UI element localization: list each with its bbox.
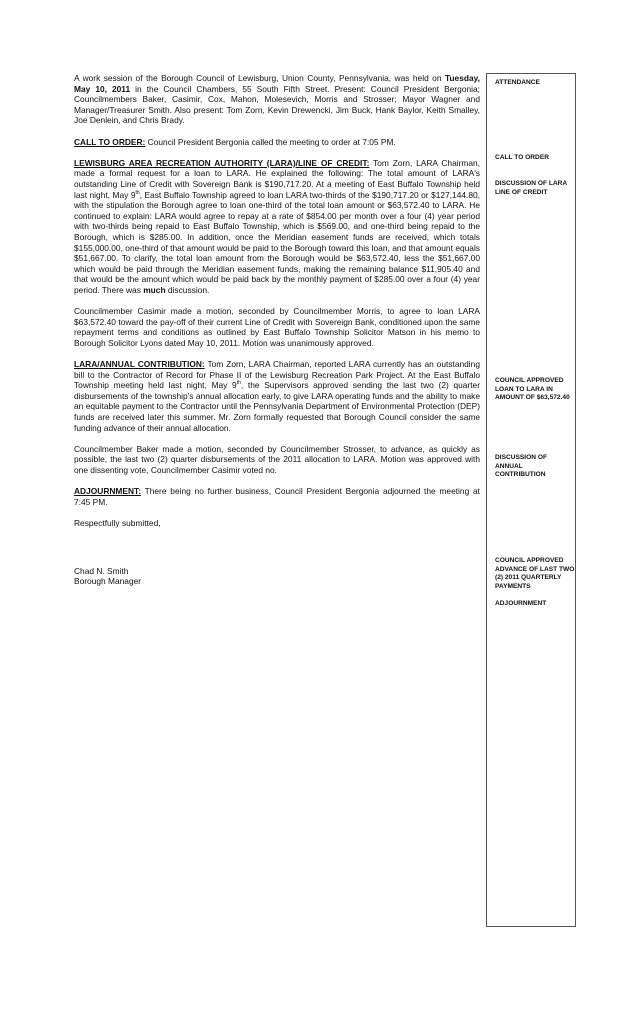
margin-label-annual-contribution: DISCUSSION OF ANNUAL CONTRIBUTION [495,454,548,479]
signature-block [74,566,480,587]
margin-notes-box [486,73,576,927]
lara-text: Tom Zorn, LARA Chairman, made a formal request for a loan to LARA. He explained the following: The total amount of LARA's outstanding Line of Credit with Sovereign Bank is $190,717.20. At a meeting of East Buffalo Township held last night, May 9 [74,157,480,200]
annual-contribution-text-cont: , the Supervisors approved sending the last two (2) quarter disbursements of the township's annual allocation early, to give LARA operating funds and the ability to make an equitable payment to the Contractor until the Pennsylvania Department of Environmental Protection (DEP) funds are received later this summer. Mr. Zorn formally requested that Borough Council consider the same funding advance of their annual allocation. [74,380,480,433]
annual-contribution-heading: LARA/ANNUAL CONTRIBUTION: [74,359,205,370]
signer-title: Borough Manager [74,576,142,587]
ordinal-suffix: th [236,380,241,387]
advance-motion-paragraph [74,444,480,476]
closing-line: Respectfully submitted, [74,517,161,528]
meeting-date: Tuesday, May 10, 2011 [74,73,480,94]
loan-motion-text: Councilmember Casimir made a motion, seconded by Councilmember Morris, to agree to loan LARA $63,572.40 toward the pay-off of their current Line of Credit with Sovereign Bank, conditioned upon the same repayment terms and conditions as outlined by East Buffalo Township Solicitor Matson in his memo to Borough Solicitor Lyons dated May 10, 2011. Motion was unanimously approved. [74,306,480,348]
annual-contribution-text: Tom Zorn, LARA Chairman, reported LARA currently has an outstanding bill to the Contractor of Record for Phase II of the Lewisburg Recreation Park Project. At the East Buffalo Township meeting held last night, May 9 [74,359,480,391]
ordinal-suffix: th [135,189,140,196]
minutes-body [74,73,480,587]
attendance-text-cont: in the Council Chambers, 55 South Fifth Street. Present: Council President Bergonia; Councilmembers Baker, Casimir, Cox, Mahon, Molesevich, Morris and Strosser; Mayor Wagner and Manager/Treasurer Smith. Also present: Tom Zorn, Kevin Drewencki, Jim Buck, Hank Baylor, Keith Smalley, Joe Denlein, and Chris Brady. [74,83,480,126]
margin-label-adjournment: ADJOURNMENT [495,600,547,607]
attendance-paragraph [74,73,480,126]
margin-label-advance-approved: COUNCIL APPROVED ADVANCE OF LAST TWO (2) 2011 QUARTERLY PAYMENTS [495,557,575,590]
lara-line-of-credit-paragraph [74,158,480,296]
margin-label-attendance: ATTENDANCE [495,79,540,86]
call-to-order-paragraph [74,137,480,148]
margin-label-loan-approved: COUNCIL APPROVED LOAN TO LARA IN AMOUNT OF $63,572.40 [495,377,570,402]
adjournment-paragraph [74,486,480,507]
advance-motion-text: Councilmember Baker made a motion, seconded by Councilmember Strosser, to advance, as quickly as possible, the last two (2) quarter disbursements of the 2011 allocation to LARA. Motion was approved with one dissenting vote, Councilmember Casimir voted no. [74,443,480,475]
margin-label-lara-line-of-credit: DISCUSSION OF LARA LINE OF CREDIT [495,180,567,196]
attendance-text: A work session of the Borough Council of Lewisburg, Union County, Pennsylvania, was held on [74,73,445,83]
adjournment-heading: ADJOURNMENT: [74,486,141,497]
call-to-order-text: Council President Bergonia called the meeting to order at 7:05 PM. [145,136,396,147]
signer-name: Chad N. Smith [74,565,129,576]
annual-contribution-paragraph [74,359,480,433]
call-to-order-heading: CALL TO ORDER: [74,136,146,147]
margin-label-call-to-order: CALL TO ORDER [495,154,549,161]
lara-text-end: discussion. [165,284,210,295]
adjournment-text: There being no further business, Council President Bergonia adjourned the meeting at 7:45 PM. [74,486,480,507]
emphasis-word: much [143,284,166,295]
lara-text-cont: , East Buffalo Township agreed to loan LARA two-thirds of the $190,717.20 or $127,144.80, with the stipulation the Borough agree to loan one-third of the total loan amount or $63,572.40 to LARA. He continued to explain: LARA would agree to repay at a rate of $854.00 per month over a four (4) year period with two-thirds being repaid to East Buffalo Township, which is $569.00, and one-third being repaid to the Borough, which is $285.00. In addition, once the Meridian easement funds are received, which totals $155,000.00, one-third of that amount would be paid to the Borough toward this loan, and that amount equals $51,667.00. To clarify, the total loan amount from the Borough would be $63,572.40, less the $51,667.00 which would be paid through the Meridian easement funds, making the remaining balance $11,905.40 and that would be the amount which would be paid back by the monthly payment of $285.00 over a four (4) year period. There was [74,189,480,295]
loan-motion-paragraph [74,306,480,348]
lara-line-of-credit-heading: LEWISBURG AREA RECREATION AUTHORITY (LARA)/LINE OF CREDIT: [74,157,370,168]
